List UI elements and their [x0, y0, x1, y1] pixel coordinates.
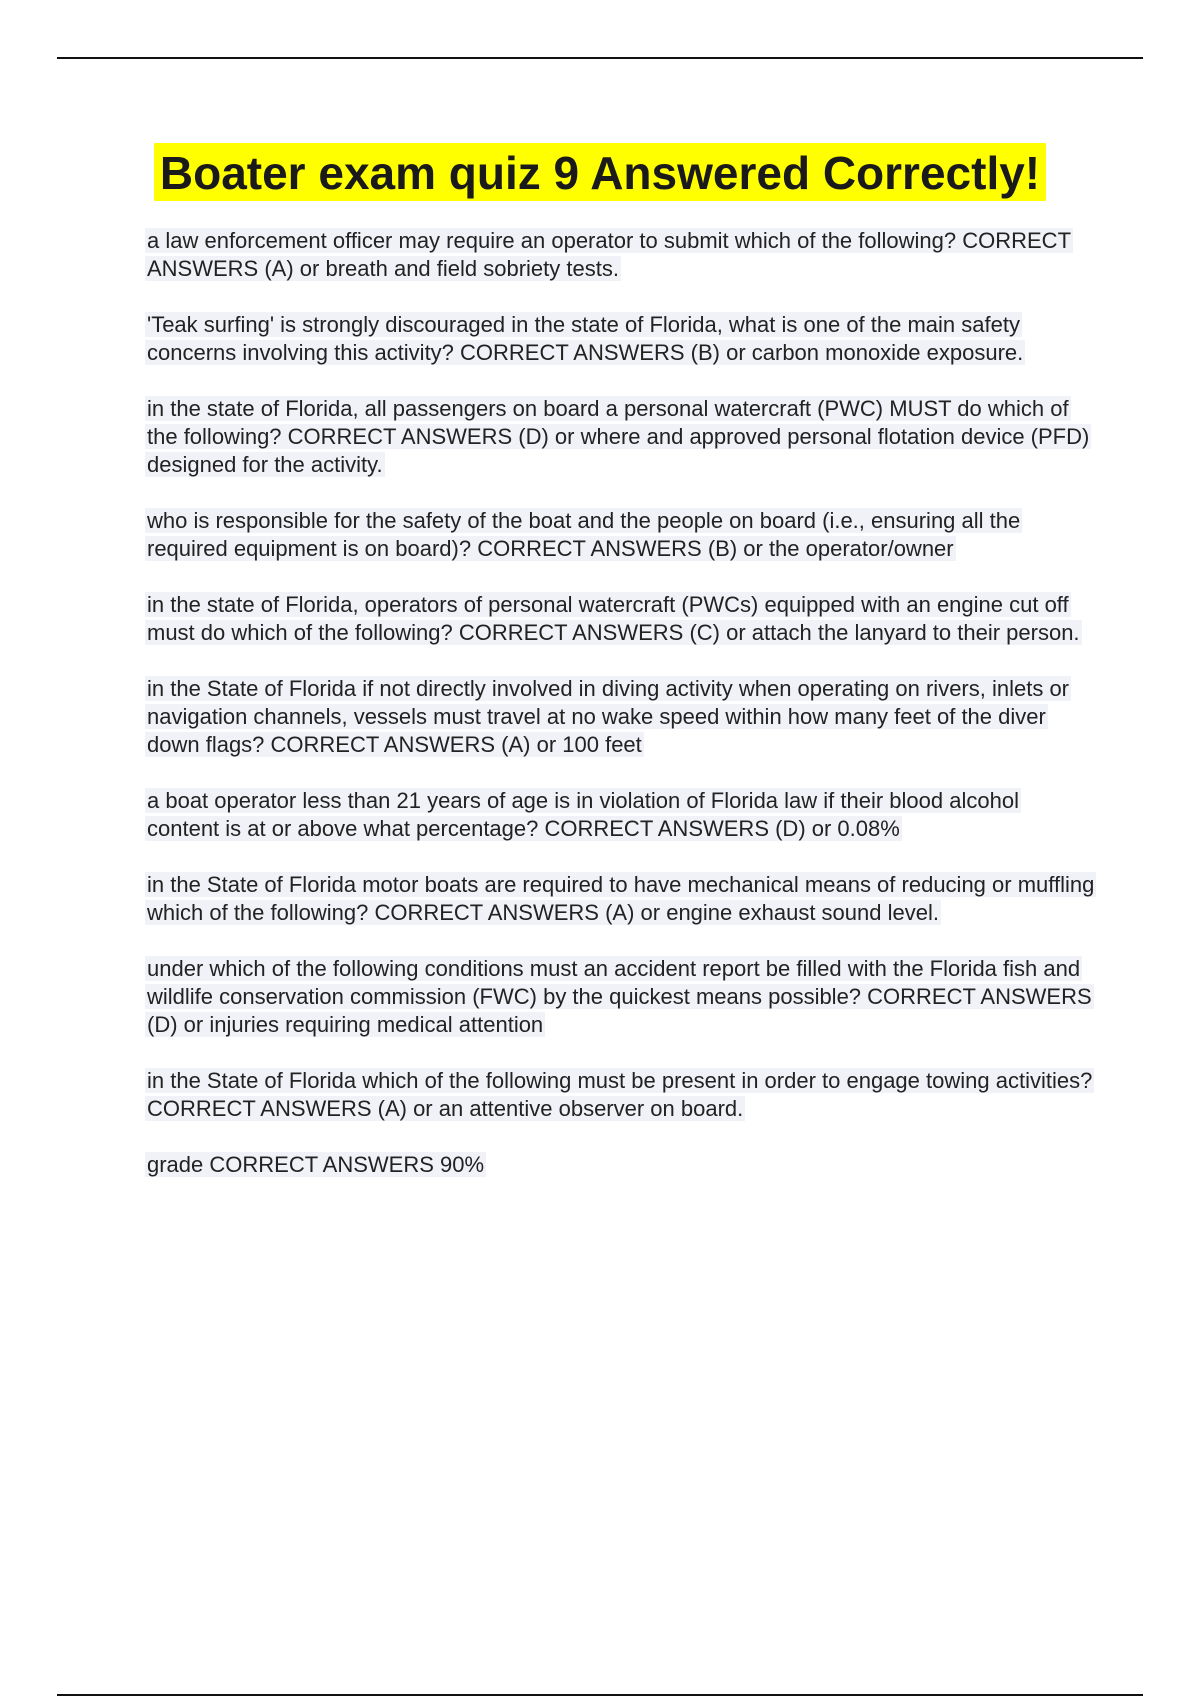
qa-text: in the State of Florida motor boats are required to have mechanical means of reducing or muffling which of the following? CORRECT ANSWERS (A) or engine exhaust sound level.: [147, 872, 1095, 925]
grade-text: grade CORRECT ANSWERS 90%: [147, 1152, 485, 1177]
grade-line: [145, 1151, 1095, 1179]
qa-item: [145, 1067, 1095, 1123]
qa-item: [145, 227, 1095, 283]
qa-text: in the state of Florida, operators of personal watercraft (PWCs) equipped with an engine cut off must do which of the following? CORRECT ANSWERS (C) or attach the lanyard to their person.: [147, 592, 1080, 645]
qa-text: a boat operator less than 21 years of age is in violation of Florida law if their blood alcohol content is at or above what percentage? CORRECT ANSWERS (D) or 0.08%: [147, 788, 1019, 841]
qa-text: 'Teak surfing' is strongly discouraged in the state of Florida, what is one of the main safety concerns involving this activity? CORRECT ANSWERS (B) or carbon monoxide exposure.: [147, 312, 1024, 365]
qa-item: [145, 507, 1095, 563]
qa-text: under which of the following conditions must an accident report be filled with the Florida fish and wildlife conservation commission (FWC) by the quickest means possible? CORRECT ANSWERS (D) or injuries requiring medical attention: [147, 956, 1092, 1037]
top-rule: [57, 57, 1143, 59]
qa-text: who is responsible for the safety of the boat and the people on board (i.e., ensuring all the required equipment is on board)? CORRECT ANSWERS (B) or the operator/owner: [147, 508, 1021, 561]
qa-item: [145, 395, 1095, 479]
qa-list: [145, 227, 1095, 1207]
qa-item: [145, 955, 1095, 1039]
qa-text: in the state of Florida, all passengers on board a personal watercraft (PWC) MUST do which of the following? CORRECT ANSWERS (D) or where and approved personal flotation device (PFD) designed for the activity.: [147, 396, 1090, 477]
qa-item: [145, 591, 1095, 647]
title-container: [0, 143, 1200, 201]
qa-text: a law enforcement officer may require an operator to submit which of the following? CORRECT ANSWERS (A) or breath and field sobriety tests.: [147, 228, 1072, 281]
page-title: Boater exam quiz 9 Answered Correctly!: [154, 143, 1046, 201]
qa-item: [145, 311, 1095, 367]
qa-item: [145, 787, 1095, 843]
qa-item: [145, 871, 1095, 927]
bottom-rule: [57, 1694, 1143, 1696]
qa-text: in the State of Florida if not directly involved in diving activity when operating on rivers, inlets or navigation channels, vessels must travel at no wake speed within how many feet of the diver down flags? CORRECT ANSWERS (A) or 100 feet: [147, 676, 1070, 757]
qa-item: [145, 675, 1095, 759]
qa-text: in the State of Florida which of the following must be present in order to engage towing activities? CORRECT ANSWERS (A) or an attentive observer on board.: [147, 1068, 1093, 1121]
